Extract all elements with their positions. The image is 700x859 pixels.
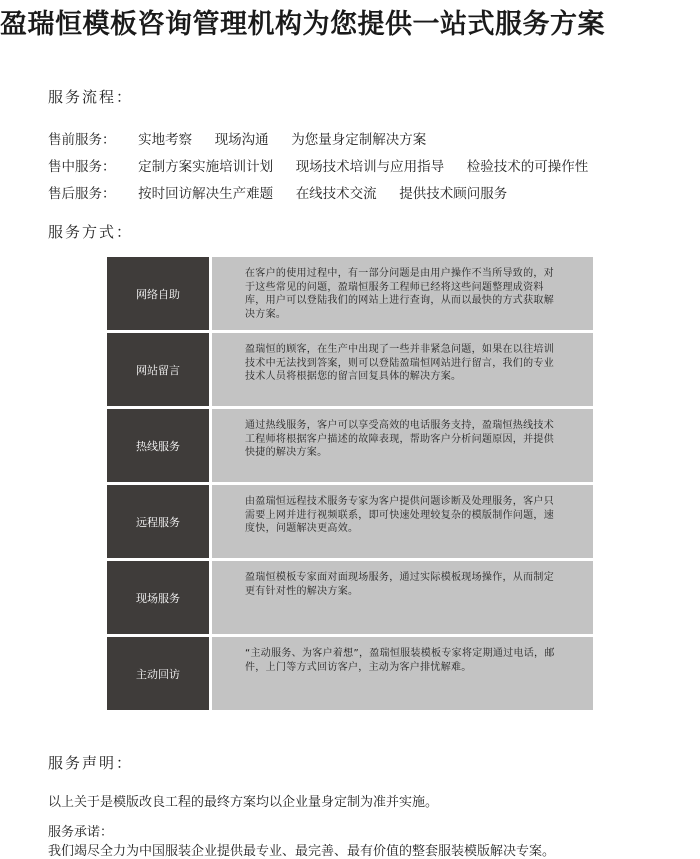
method-name: 网站留言 (107, 333, 209, 406)
method-name: 远程服务 (107, 485, 209, 558)
method-desc: 通过热线服务，客户可以享受高效的电话服务支持，盈瑞恒热线技术工程师将根据客户描述的故障表现，帮助客户分析问题原因，并提供快捷的解决方案。 (212, 409, 593, 482)
method-desc: “主动服务、为客户着想”，盈瑞恒服装模板专家将定期通过电话，邮件，上门等方式回访客户，主动为客户排忧解难。 (212, 637, 593, 710)
method-name: 现场服务 (107, 561, 209, 634)
method-desc: 盈瑞恒模板专家面对面现场服务，通过实际模板现场操作，从而制定更有针对性的解决方案。 (212, 561, 593, 634)
process-heading: 服务流程： (48, 88, 134, 106)
method-desc: 由盈瑞恒远程技术服务专家为客户提供问题诊断及处理服务，客户只需要上网并进行视频联系，即可快速处理较复杂的模版制作问题，速度快，问题解决更高效。 (212, 485, 593, 558)
process-item-presale (48, 128, 426, 148)
table-row (107, 333, 593, 406)
service-methods-table (107, 257, 593, 710)
process-label: 售后服务： (48, 186, 116, 202)
statement-text: 以上关于是模版改良工程的最终方案均以企业量身定制为准并实施。 (48, 795, 439, 810)
method-name: 网络自助 (107, 257, 209, 330)
table-row (107, 637, 593, 710)
table-row (107, 561, 593, 634)
promise-text: 我们竭尽全力为中国服装企业提供最专业、最完善、最有价值的整套服装模版解决专案。 (48, 844, 556, 859)
method-desc: 盈瑞恒的顾客，在生产中出现了一些并非紧急问题，如果在以往培训技术中无法找到答案，则可以登陆盈瑞恒网站进行留言，我们的专业技术人员将根据您的留言回复具体的解决方案。 (212, 333, 593, 406)
process-part: 在线技术交流 (295, 186, 377, 202)
process-label: 售中服务： (48, 159, 116, 175)
statement-heading: 服务声明： (48, 754, 134, 772)
process-item-aftersale (48, 182, 507, 202)
process-part: 按时回访解决生产难题 (138, 186, 274, 202)
table-row (107, 409, 593, 482)
table-row (107, 257, 593, 330)
process-part: 为您量身定制解决方案 (291, 132, 427, 148)
process-label: 售前服务： (48, 132, 116, 148)
promise-heading: 服务承诺： (48, 825, 114, 840)
page-title: 盈瑞恒模板咨询管理机构为您提供一站式服务方案 (0, 9, 605, 40)
methods-heading: 服务方式： (48, 223, 134, 241)
process-part: 提供技术顾问服务 (399, 186, 508, 202)
method-name: 主动回访 (107, 637, 209, 710)
process-part: 现场沟通 (214, 132, 269, 148)
process-part: 检验技术的可操作性 (466, 159, 589, 175)
process-part: 现场技术培训与应用指导 (295, 159, 445, 175)
process-part: 实地考察 (138, 132, 193, 148)
process-part: 定制方案实施培训计划 (138, 159, 274, 175)
table-row (107, 485, 593, 558)
method-name: 热线服务 (107, 409, 209, 482)
process-item-insale (48, 155, 588, 175)
method-desc: 在客户的使用过程中，有一部分问题是由用户操作不当所导致的，对于这些常见的问题，盈瑞恒服务工程师已经将这些问题整理成资料库，用户可以登陆我们的网站上进行查询，从而以最快的方式获取解决方案。 (212, 257, 593, 330)
